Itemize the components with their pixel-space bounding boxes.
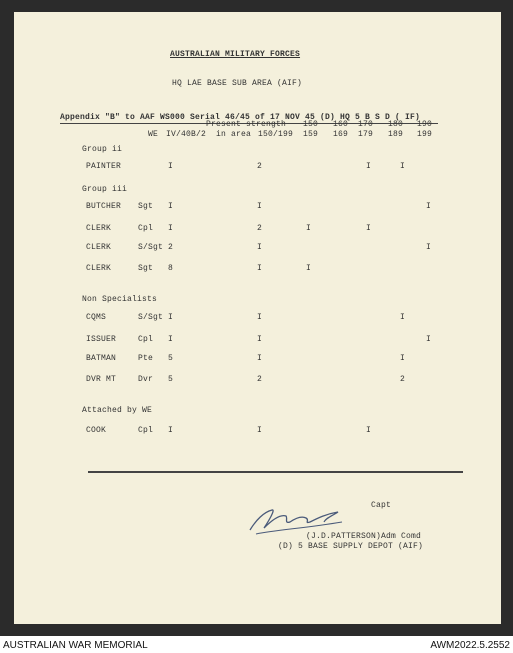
row-name: CLERK xyxy=(86,264,112,273)
row-col-4: I xyxy=(400,354,406,363)
row-we: 5 xyxy=(168,354,174,363)
doc-subtitle: HQ LAE BASE SUB AREA (AIF) xyxy=(172,79,303,88)
col-3-top: 170 xyxy=(358,120,374,129)
row-col-5: I xyxy=(426,243,432,252)
group-ii-heading: Group ii xyxy=(82,145,123,154)
col-1-top: 150 xyxy=(303,120,319,129)
row-col-1: I xyxy=(306,264,312,273)
row-name: BUTCHER xyxy=(86,202,122,211)
row-present-strength: 2 xyxy=(257,162,263,171)
row-col-3: I xyxy=(366,426,372,435)
row-col-3: I xyxy=(366,224,372,233)
col-2-bot: 169 xyxy=(333,130,349,139)
row-rank: S/Sgt xyxy=(138,243,164,252)
row-present-strength: I xyxy=(257,202,263,211)
doc-title: AUSTRALIAN MILITARY FORCES xyxy=(170,50,301,59)
row-col-1: I xyxy=(306,224,312,233)
row-we: 5 xyxy=(168,375,174,384)
row-we: 2 xyxy=(168,243,174,252)
row-present-strength: 2 xyxy=(257,224,263,233)
footer-left: AUSTRALIAN WAR MEMORIAL xyxy=(3,640,148,651)
row-present-strength: I xyxy=(257,354,263,363)
group-iii-heading: Group iii xyxy=(82,185,128,194)
col-in-area: in area xyxy=(216,130,252,139)
row-present-strength: I xyxy=(257,335,263,344)
signature-rank: Capt xyxy=(371,501,392,510)
col-5-top: 190 xyxy=(417,120,433,129)
row-rank: Cpl xyxy=(138,426,154,435)
row-name: CLERK xyxy=(86,243,112,252)
row-rank: Sgt xyxy=(138,202,154,211)
col-2-top: 160 xyxy=(333,120,349,129)
row-name: CLERK xyxy=(86,224,112,233)
row-we: I xyxy=(168,313,174,322)
col-4-bot: 189 xyxy=(388,130,404,139)
row-col-4: I xyxy=(400,162,406,171)
appendix-line: Appendix "B" to AAF WS000 Serial 46/45 of 17 NOV 45 (D) HQ 5 B S D ( IF) xyxy=(60,113,421,122)
row-name: DVR MT xyxy=(86,375,117,384)
row-present-strength: I xyxy=(257,264,263,273)
row-we: 8 xyxy=(168,264,174,273)
row-present-strength: I xyxy=(257,426,263,435)
row-rank: Sgt xyxy=(138,264,154,273)
row-rank: Cpl xyxy=(138,224,154,233)
row-col-5: I xyxy=(426,335,432,344)
col-4-top: 180 xyxy=(388,120,404,129)
row-present-strength: 2 xyxy=(257,375,263,384)
col-ref: IV/40B/2 xyxy=(166,130,207,139)
non-specialists-heading: Non Specialists xyxy=(82,295,158,304)
attached-heading: Attached by WE xyxy=(82,406,153,415)
row-name: BATMAN xyxy=(86,354,117,363)
col-range: 150/199 xyxy=(258,130,294,139)
row-col-3: I xyxy=(366,162,372,171)
row-we: I xyxy=(168,335,174,344)
row-present-strength: I xyxy=(257,313,263,322)
divider-line xyxy=(88,471,463,473)
row-name: CQMS xyxy=(86,313,107,322)
row-rank: S/Sgt xyxy=(138,313,164,322)
col-we: WE xyxy=(148,130,159,139)
row-rank: Cpl xyxy=(138,335,154,344)
row-col-4: 2 xyxy=(400,375,406,384)
row-col-5: I xyxy=(426,202,432,211)
row-we: I xyxy=(168,162,174,171)
row-name: COOK xyxy=(86,426,107,435)
row-rank: Pte xyxy=(138,354,154,363)
row-we: I xyxy=(168,426,174,435)
signature-name: (J.D.PATTERSON)Adm Comd xyxy=(306,532,422,541)
row-we: I xyxy=(168,202,174,211)
row-name: ISSUER xyxy=(86,335,117,344)
col-1-bot: 159 xyxy=(303,130,319,139)
col-5-bot: 199 xyxy=(417,130,433,139)
col-3-bot: 179 xyxy=(358,130,374,139)
row-present-strength: I xyxy=(257,243,263,252)
row-rank: Dvr xyxy=(138,375,154,384)
row-name: PAINTER xyxy=(86,162,122,171)
signature-unit: (D) 5 BASE SUPPLY DEPOT (AIF) xyxy=(278,542,424,551)
row-col-4: I xyxy=(400,313,406,322)
row-we: I xyxy=(168,224,174,233)
footer-right: AWM2022.5.2552 xyxy=(430,640,510,651)
col-present-strength: Present strength xyxy=(206,120,287,129)
